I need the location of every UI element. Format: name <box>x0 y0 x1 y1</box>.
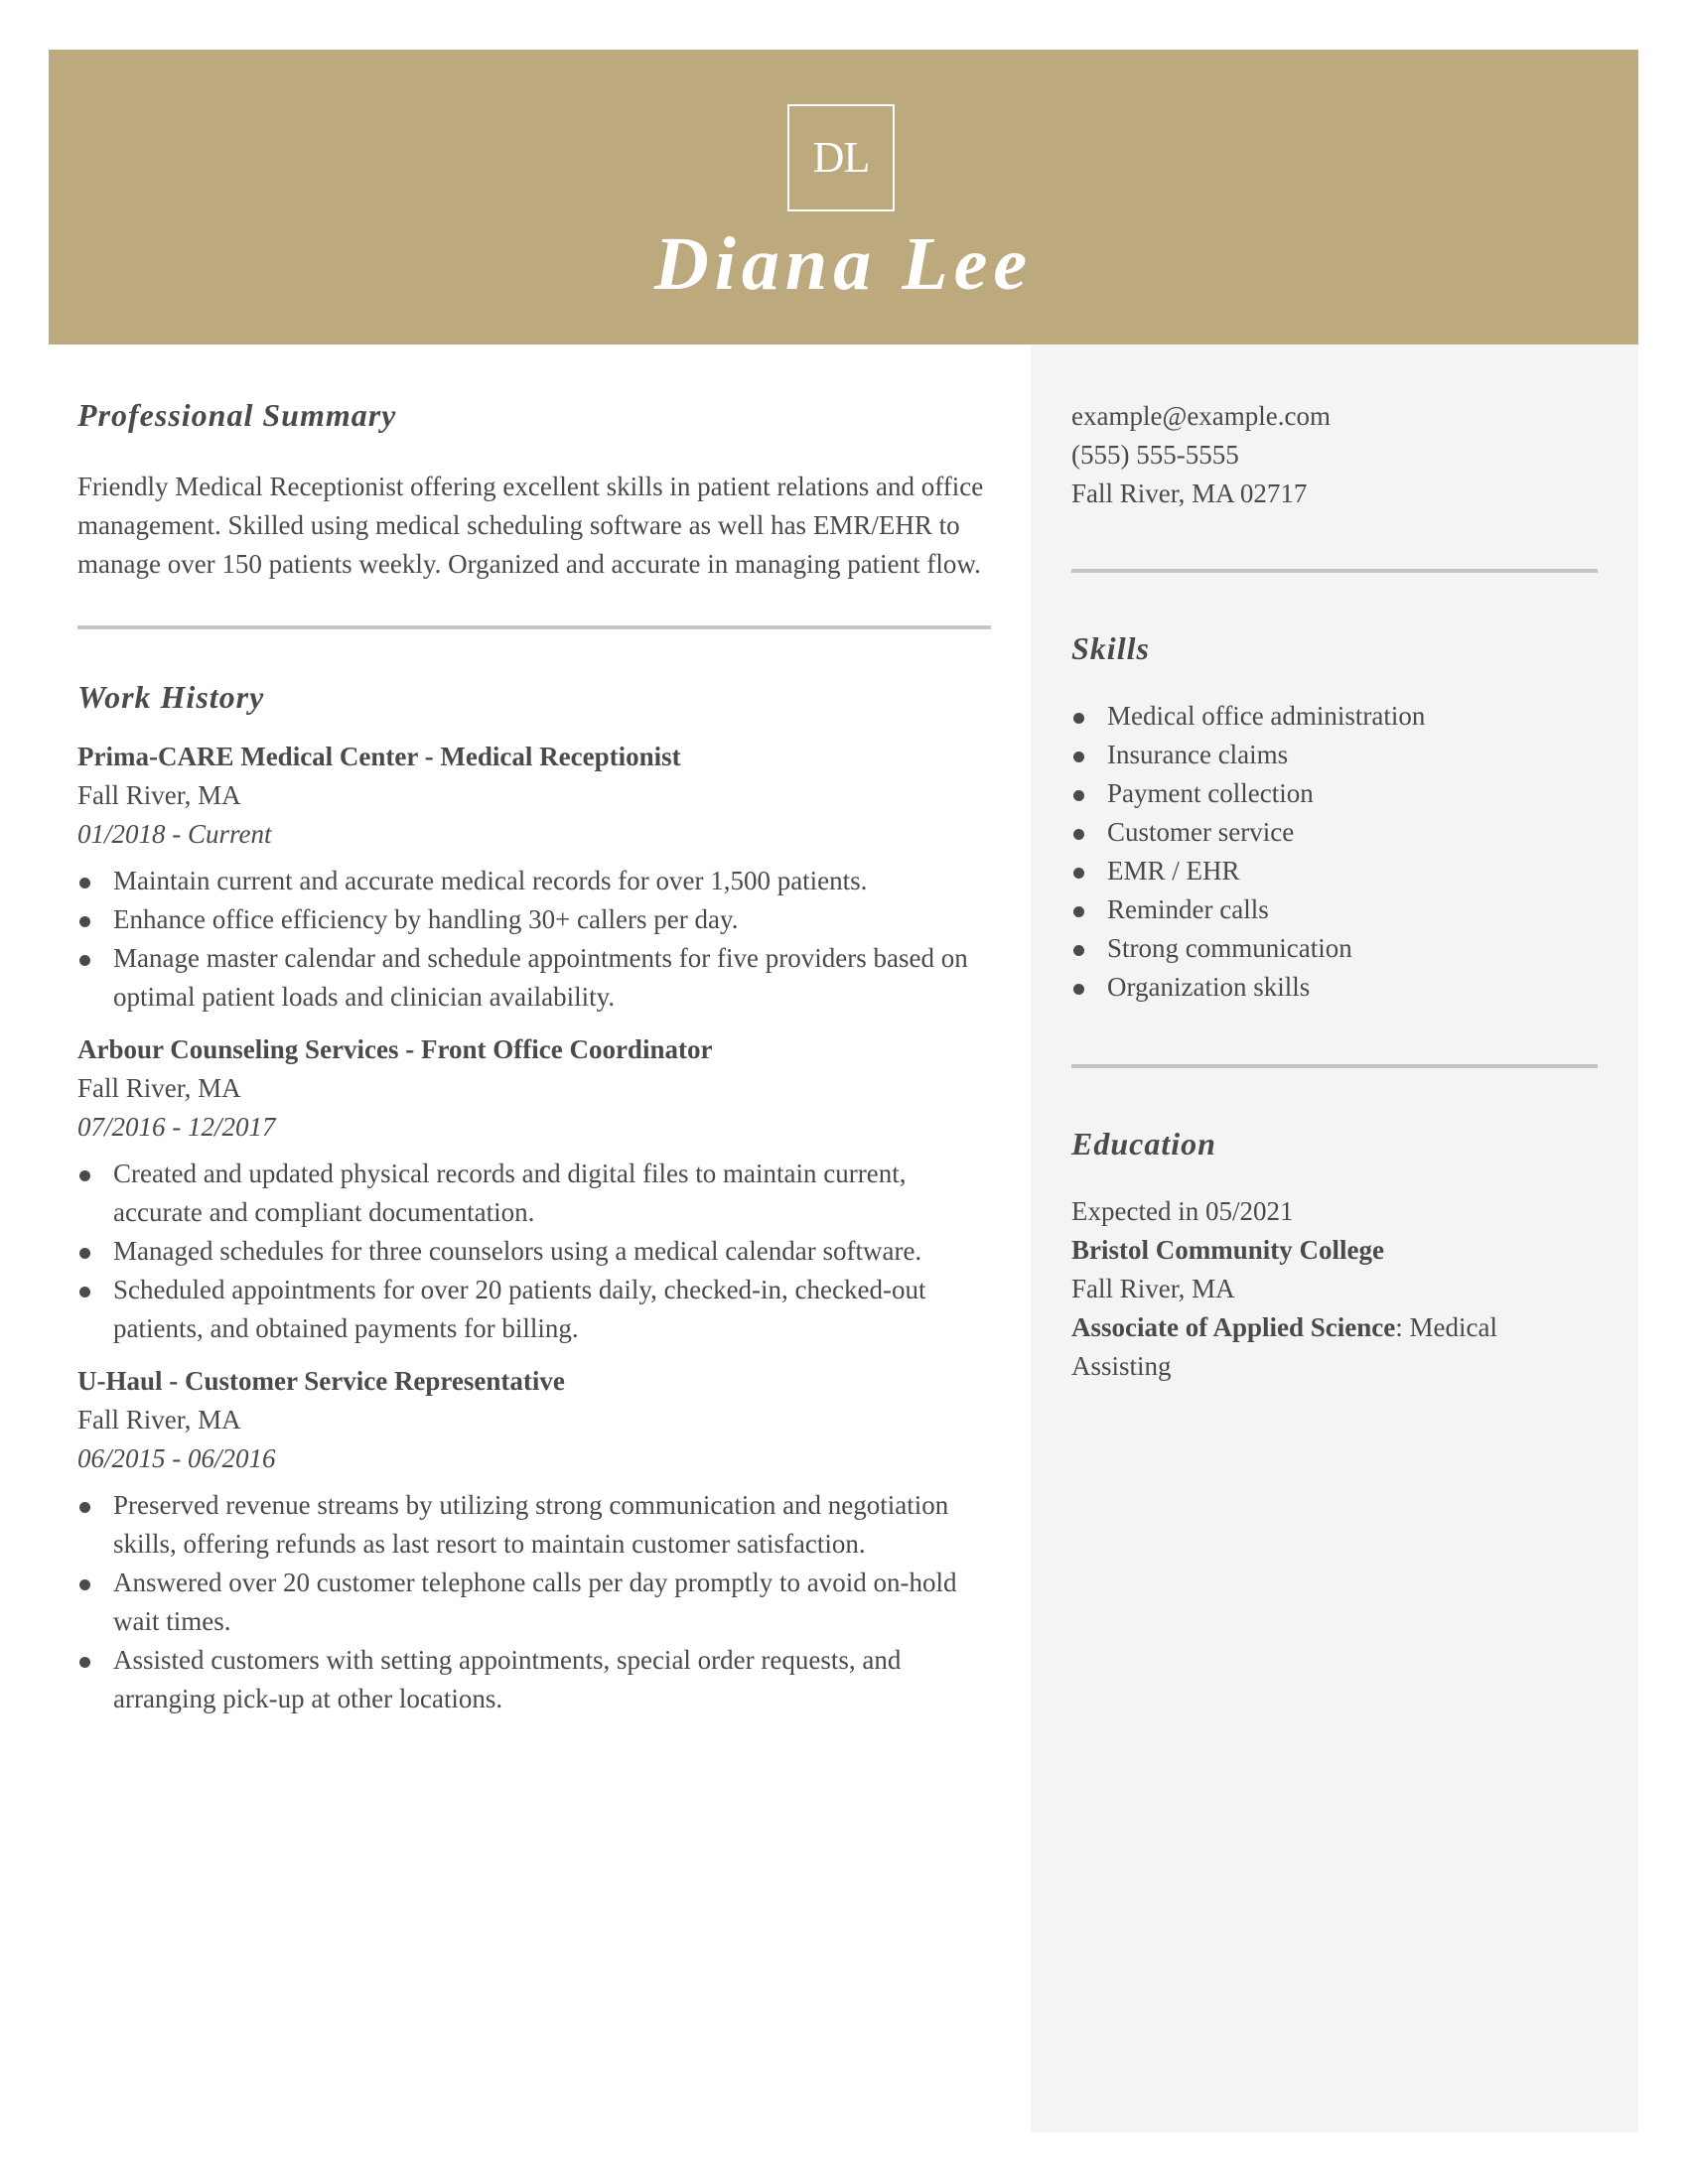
bullet-text: Created and updated physical records and digital files to maintain current, accurate and compliant documentation. <box>113 1159 907 1227</box>
bullet-icon <box>1073 751 1084 762</box>
education-location: Fall River, MA <box>1071 1274 1235 1303</box>
education-degree: Associate of Applied Science <box>1071 1312 1396 1342</box>
summary-text: Friendly Medical Receptionist offering excellent skills in patient relations and office management. Skilled using medical scheduling software as well has EMR/EHR to manage over 150 patients weekly. Organized and accurate in managing patient flow. <box>77 472 984 579</box>
job-location: Fall River, MA <box>77 1073 241 1103</box>
job-bullets <box>77 862 991 1017</box>
bullet-icon <box>1073 790 1084 801</box>
skill-text: Medical office administration <box>1107 701 1426 731</box>
bullet-text: Answered over 20 customer telephone calls per day promptly to avoid on-hold wait times. <box>113 1568 957 1636</box>
job-dates: 06/2015 - 06/2016 <box>77 1443 276 1473</box>
bullet-icon <box>79 878 90 888</box>
skill-text: Strong communication <box>1107 933 1352 963</box>
bullet-icon <box>1073 984 1084 995</box>
bullet-text: Scheduled appointments for over 20 patients daily, checked-in, checked-out patients, and obtained payments for billing. <box>113 1275 926 1343</box>
skill-text: EMR / EHR <box>1107 856 1240 886</box>
work-history-heading: Work History <box>77 679 265 715</box>
job-bullets <box>77 1155 991 1348</box>
skills-section <box>1071 630 1598 1007</box>
education-school: Bristol Community College <box>1071 1235 1384 1265</box>
bullet-icon <box>1073 713 1084 724</box>
skill-item <box>1071 929 1598 968</box>
bullet-icon <box>1073 945 1084 956</box>
job-entry <box>77 1030 991 1348</box>
job-bullet <box>77 900 991 939</box>
bullet-icon <box>79 1502 90 1513</box>
skill-text: Organization skills <box>1107 972 1311 1002</box>
bullet-icon <box>1073 829 1084 840</box>
bullet-icon <box>79 1579 90 1590</box>
contact-phone[interactable]: (555) 555-5555 <box>1071 440 1239 470</box>
job-location: Fall River, MA <box>77 1405 241 1434</box>
section-divider <box>1071 1064 1598 1068</box>
skill-item <box>1071 852 1598 890</box>
job-bullet <box>77 1232 991 1271</box>
candidate-name: Diana Lee <box>653 222 1034 306</box>
contact-section <box>1071 397 1598 513</box>
job-bullet <box>77 1486 991 1564</box>
bullet-text: Manage master calendar and schedule appointments for five providers based on optimal patient loads and clinician availability. <box>113 943 968 1012</box>
bullet-icon <box>79 1287 90 1297</box>
job-dates: 01/2018 - Current <box>77 819 272 849</box>
bullet-text: Preserved revenue streams by utilizing strong communication and negotiation skills, offering refunds as last resort to maintain customer satisfaction. <box>113 1490 949 1559</box>
job-entry <box>77 1362 991 1718</box>
work-history-section <box>77 679 991 1718</box>
bullet-icon <box>79 916 90 927</box>
section-divider <box>77 625 991 629</box>
job-bullets <box>77 1486 991 1718</box>
skill-text: Insurance claims <box>1107 740 1289 769</box>
skills-list <box>1071 697 1598 1007</box>
skill-text: Reminder calls <box>1107 894 1269 924</box>
job-title: Prima-CARE Medical Center - Medical Receptionist <box>77 742 681 771</box>
job-bullet <box>77 1641 991 1718</box>
job-title: Arbour Counseling Services - Front Office Coordinator <box>77 1034 713 1064</box>
bullet-icon <box>79 955 90 966</box>
bullet-icon <box>1073 868 1084 879</box>
bullet-icon <box>1073 906 1084 917</box>
education-section <box>1071 1126 1598 1386</box>
skill-item <box>1071 697 1598 736</box>
monogram-badge: DL <box>787 104 895 211</box>
education-degree-line <box>1071 1308 1598 1386</box>
skill-item <box>1071 890 1598 929</box>
job-bullet <box>77 1564 991 1641</box>
summary-heading: Professional Summary <box>77 397 397 433</box>
bullet-text: Managed schedules for three counselors using a medical calendar software. <box>113 1236 922 1266</box>
job-location: Fall River, MA <box>77 780 241 810</box>
job-title: U-Haul - Customer Service Representative <box>77 1366 565 1396</box>
education-entry <box>1071 1192 1598 1386</box>
job-entry <box>77 738 991 1017</box>
skill-item <box>1071 736 1598 774</box>
contact-address: Fall River, MA 02717 <box>1071 478 1308 508</box>
bullet-icon <box>79 1657 90 1668</box>
skill-item <box>1071 968 1598 1007</box>
summary-section <box>77 397 991 584</box>
job-bullet <box>77 862 991 900</box>
skill-item <box>1071 774 1598 813</box>
education-date: Expected in 05/2021 <box>1071 1196 1294 1226</box>
main-column <box>77 397 991 1718</box>
bullet-text: Assisted customers with setting appointments, special order requests, and arranging pick-up at other locations. <box>113 1645 902 1713</box>
job-bullet <box>77 939 991 1017</box>
skills-heading: Skills <box>1071 630 1150 666</box>
education-separator: : <box>1395 1312 1410 1342</box>
bullet-icon <box>79 1170 90 1181</box>
job-dates: 07/2016 - 12/2017 <box>77 1112 276 1142</box>
job-bullet <box>77 1271 991 1348</box>
sidebar-column <box>1071 397 1598 1386</box>
education-heading: Education <box>1071 1126 1216 1161</box>
bullet-icon <box>79 1248 90 1259</box>
section-divider <box>1071 569 1598 573</box>
bullet-text: Maintain current and accurate medical records for over 1,500 patients. <box>113 866 868 895</box>
education-field: Medical Assisting <box>1071 1312 1497 1381</box>
job-bullet <box>77 1155 991 1232</box>
skill-item <box>1071 813 1598 852</box>
contact-email[interactable]: example@example.com <box>1071 401 1332 431</box>
bullet-text: Enhance office efficiency by handling 30+ callers per day. <box>113 904 739 934</box>
skill-text: Customer service <box>1107 817 1295 847</box>
skill-text: Payment collection <box>1107 778 1314 808</box>
